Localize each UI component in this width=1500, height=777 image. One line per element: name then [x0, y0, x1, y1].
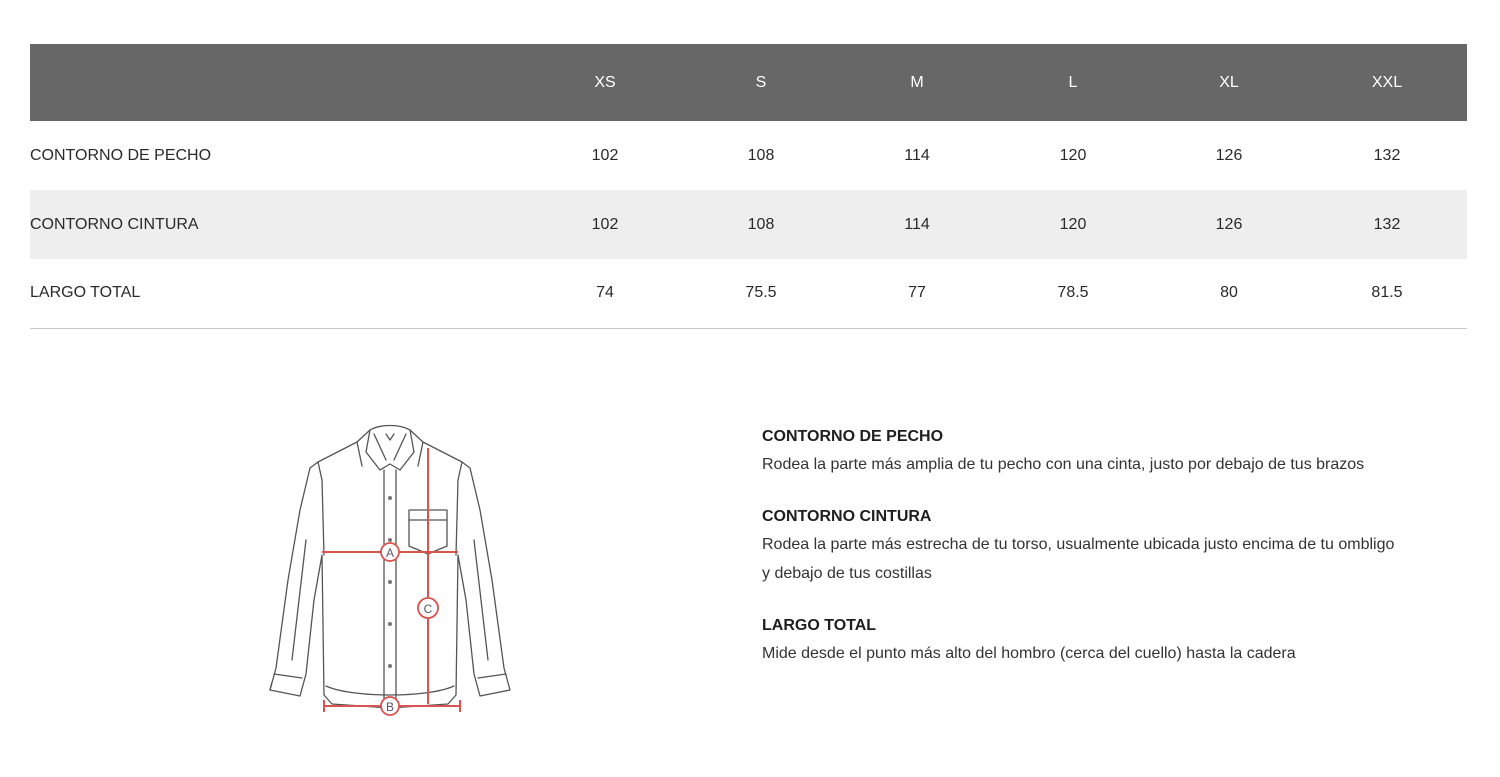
description-title: CONTORNO DE PECHO — [762, 428, 944, 445]
description-chest — [762, 426, 1462, 479]
table-cell: 132 — [1373, 146, 1401, 164]
table-cell: 108 — [747, 146, 775, 164]
table-cell: 77 — [839, 259, 995, 328]
table-cell: 114 — [904, 146, 930, 164]
svg-text:A: A — [385, 546, 395, 560]
description-waist — [762, 506, 1462, 588]
description-text: Rodea la parte más amplia de tu pecho con una cinta, justo por debajo de tus brazos — [762, 456, 1365, 473]
table-cell: 108 — [747, 215, 775, 233]
shirt-measurement-illustration — [262, 420, 524, 720]
table-row — [30, 259, 1467, 328]
table-cell: 80 — [1151, 259, 1307, 328]
size-chart-table — [30, 44, 1467, 329]
table-cell: 132 — [1373, 215, 1401, 233]
table-header-row — [30, 44, 1467, 121]
table-cell: 114 — [904, 215, 930, 233]
table-row — [30, 121, 1467, 190]
description-text: Rodea la parte más estrecha de tu torso, usualmente ubicada justo encima de tu ombligo y debajo de tus costillas — [762, 536, 1395, 582]
svg-text:C: C — [423, 602, 433, 616]
header-size-xs: XS — [594, 73, 616, 91]
header-size-m: M — [910, 73, 924, 91]
header-size-xl: XL — [1219, 73, 1239, 91]
svg-text:B: B — [385, 700, 395, 714]
marker-b — [381, 697, 399, 715]
table-row — [30, 190, 1467, 259]
table-cell: 81.5 — [1307, 259, 1467, 328]
header-size-l: L — [1068, 73, 1078, 91]
description-length — [762, 615, 1462, 668]
table-cell: 102 — [591, 146, 619, 164]
table-cell: 75.5 — [683, 259, 839, 328]
table-cell: 126 — [1215, 146, 1243, 164]
row-label: LARGO TOTAL — [30, 259, 527, 328]
marker-c — [418, 598, 438, 618]
row-label: CONTORNO DE PECHO — [30, 146, 212, 164]
table-cell: 78.5 — [995, 259, 1151, 328]
table-cell: 74 — [527, 259, 683, 328]
header-size-s: S — [755, 73, 767, 91]
table-cell: 120 — [1059, 146, 1087, 164]
table-cell: 126 — [1215, 215, 1243, 233]
header-size-xxl: XXL — [1371, 73, 1403, 91]
description-title: LARGO TOTAL — [762, 617, 877, 634]
row-label: CONTORNO CINTURA — [30, 215, 199, 233]
marker-a — [381, 543, 399, 561]
table-cell: 120 — [1059, 215, 1087, 233]
header-blank-cell — [30, 44, 527, 121]
description-text: Mide desde el punto más alto del hombro (cerca del cuello) hasta la cadera — [762, 645, 1296, 662]
measurement-descriptions — [762, 426, 1462, 695]
table-cell: 102 — [591, 215, 619, 233]
description-title: CONTORNO CINTURA — [762, 508, 932, 525]
